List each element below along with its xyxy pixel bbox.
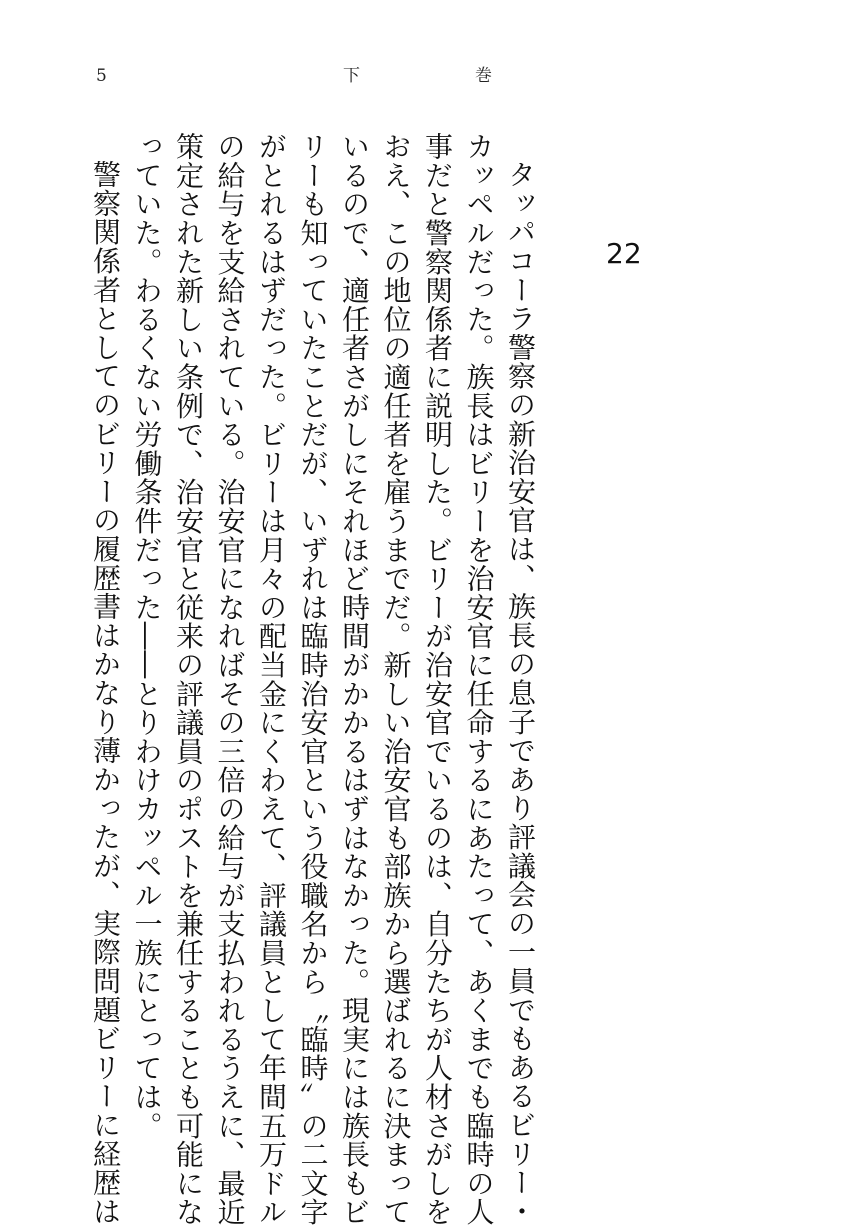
text-line: タッパコーラ警察の新治安官は、族長の息子であり評議会の一員でもあるビリー・ (504, 160, 537, 1226)
text-line: がとれるはずだった。ビリーは月々の配当金にくわえて、評議員として年間五万ドル (255, 132, 288, 1226)
text-line: っていた。わるくない労働条件だった――とりわけカッペル一族にとっては。 (130, 132, 164, 1140)
text-line: の給与を支給されている。治安官になればその三倍の給与が支払われるうえに、最近 (213, 132, 247, 1226)
text-line: 事だと警察関係者に説明した。ビリーが治安官でいるのは、自分たちが人材さがしを (421, 132, 454, 1226)
chapter-number: 22 (606, 237, 642, 270)
text-line: 警察関係者としてのビリーの履歴書はかなり薄かったが、実際問題ビリーに経歴は (89, 160, 122, 1226)
page-number: 5 (96, 66, 107, 86)
volume-label: 下 (343, 66, 360, 86)
section-label: 巻 (475, 66, 492, 86)
text-line: 策定された新しい条例で、治安官と従来の評議員のポストを兼任することも可能にな (172, 132, 205, 1226)
text-line: おえ、この地位の適任者を雇うまでだ。新しい治安官も部族から選ばれるに決まって (379, 132, 413, 1226)
body-text (85, 132, 542, 1226)
text-line: リーも知っていたことだが、いずれは臨時治安官という役職名から〝臨時〟の二文字 (296, 132, 330, 1226)
text-line: カッペルだった。族長はビリーを治安官に任命するにあたって、あくまでも臨時の人 (462, 132, 496, 1226)
text-line: いるので、適任者さがしにそれほど時間がかかるはずはなかった。現実には族長もビ (338, 132, 371, 1226)
